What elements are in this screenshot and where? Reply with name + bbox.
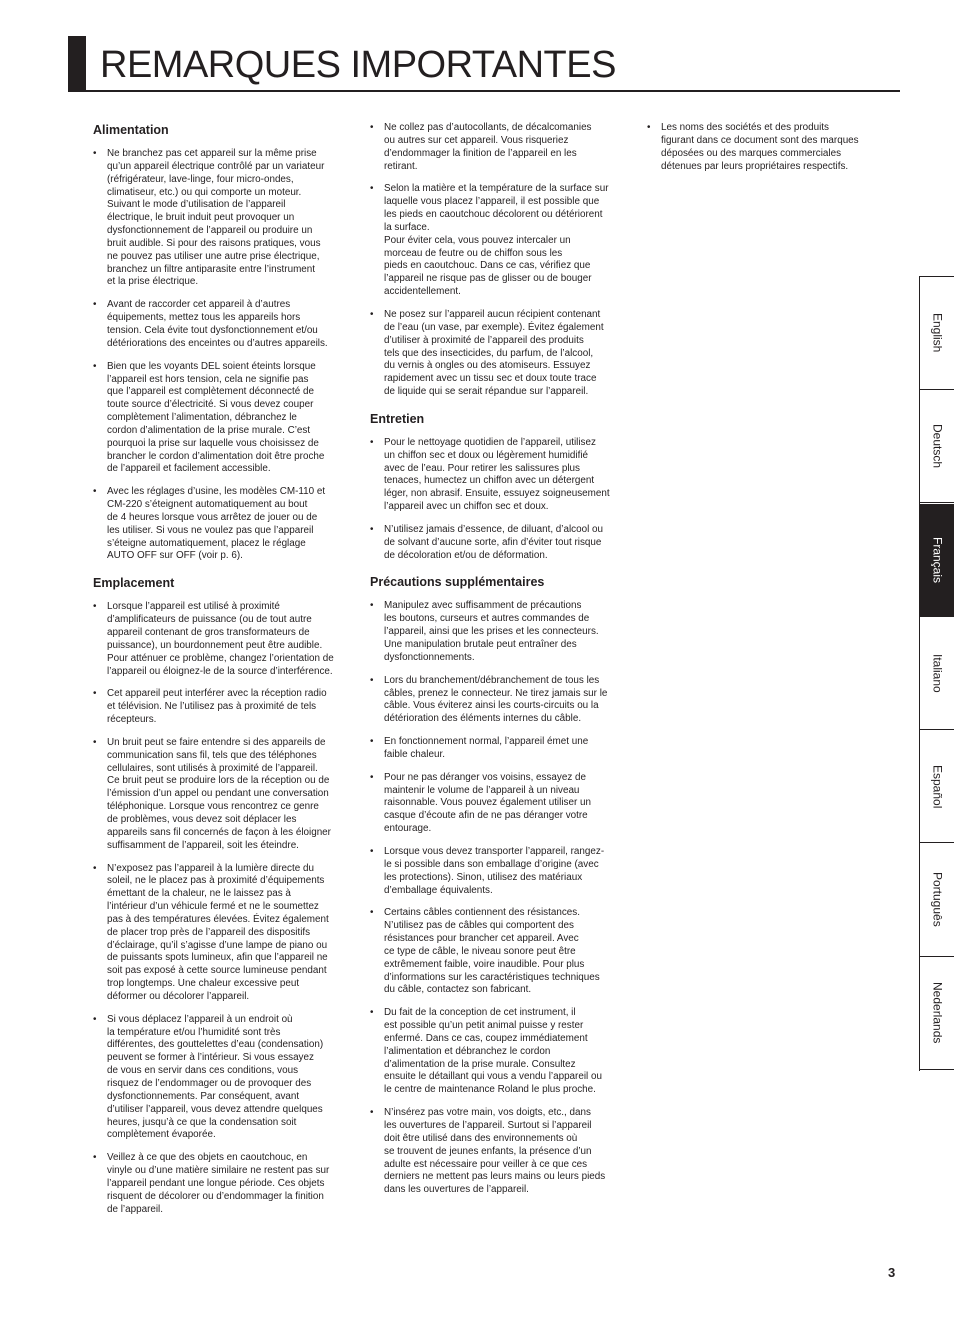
language-tab-espanol[interactable] [920,730,954,843]
column-3 [647,122,899,185]
list-item [370,736,622,762]
bullet-glyph: • [93,486,97,498]
list-item [93,863,345,1004]
column-1 [93,122,345,1228]
language-tab-italiano[interactable] [920,617,954,730]
language-tab-label: Français [930,536,945,583]
list-item-text: Avant de raccorder cet appareil à d’autres équipements, mettez tous les appareils hors tension. Cela évite tout dysfonctionnement et/ou détériorations des enceintes ou d’autres appareils. [107,299,328,349]
page-title: REMARQUES IMPORTANTES [100,44,616,86]
language-tab-label: Español [930,764,945,808]
list-item-text: Veillez à ce que des objets en caoutchouc, en vinyle ou d’une matière similaire ne restent pas sur l’appareil pendant une longue période. Ces objets risquent de décolorer ou d’endommager la finition de l’appareil. [107,1152,330,1215]
list-item [93,361,345,477]
list-item-text: Avec les réglages d’usine, les modèles CM-110 et CM-220 s’éteignent automatiquement au bout de 4 heures lorsque vous arrêtez de jouer ou de les utiliser. Si vous ne voulez pas que l’appareil s’éteigne automatiquement, placez le réglage AUTO OFF sur OFF (voir p. 6). [107,486,326,562]
language-tab-label: Italiano [930,653,945,693]
language-tab-label: Nederlands [930,982,945,1044]
list-item [370,675,622,726]
bullet-list [370,122,622,399]
bullet-list [93,148,345,563]
list-item [93,688,345,727]
language-tab-francais[interactable] [920,504,954,617]
list-item-text: Lorsque vous devez transporter l’appareil, rangez- le si possible dans son emballage d’origine (avec les protections). Sinon, utilisez des matériaux d’emballage équivalents. [384,845,605,896]
bullet-list [93,601,345,1216]
list-item [370,1007,622,1097]
language-tab-portugues[interactable] [920,844,954,957]
list-item [370,772,622,836]
list-item [93,148,345,289]
bullet-glyph: • [370,845,374,857]
section-heading-entretien: Entretien [370,411,425,426]
bullet-glyph: • [93,688,97,700]
bullet-glyph: • [93,862,97,874]
list-item-text: Certains câbles contiennent des résistances. N’utilisez pas de câbles qui comportent des résistances pour brancher cet appareil. Avec ce type de câble, le niveau sonore peut être extrêmement faible, voire inaudible. Pour plus d’informations sur les caractéristiques techniques du câble, contactez son fabricant. [384,907,600,996]
bullet-glyph: • [93,299,97,311]
language-tab-nederlands[interactable] [920,957,954,1070]
title-accent-bar [68,36,86,91]
bullet-glyph: • [370,771,374,783]
list-item-text: Pour le nettoyage quotidien de l’appareil, utilisez un chiffon sec et doux ou légèrement humidifié avec de l’eau. Pour retirer les salissures plus tenaces, humectez un chiffon avec un détergent léger, non abrasif. Ensuite, essuyez soigneusement l’appareil avec un chiffon sec et doux. [384,436,610,513]
language-tabs [919,276,954,1071]
list-item-text: Du fait de la conception de cet instrument, il est possible qu’un petit animal puisse y rester enfermé. Dans ce cas, coupez immédiatement l’alimentation et débranchez le cordon d’alimentation de la prise murale. Consultez ensuite le détaillant qui vous a vendu l’appareil ou le centre de maintenance Roland le plus proche. [384,1007,602,1096]
list-item [370,309,622,399]
list-item-text: Un bruit peut se faire entendre si des appareils de communication sans fil, tels que des téléphones cellulaires, sont utilisés à proximité de l’appareil. Ce bruit peut se produire lors de la réception ou de l’émission d’un appel ou pendant une conversation téléphonique. Lorsque vous rencontrez ce genre de problèmes, vous devez soit déplacer les appareils sans fil concernés de façon à les éloigner suffisamment de l’appareil, soit les éteindre. [107,736,331,851]
bullet-glyph: • [370,736,374,748]
bullet-glyph: • [93,1013,97,1025]
list-item [370,846,622,897]
list-item-text: N’insérez pas votre main, vos doigts, etc., dans les ouvertures de l’appareil. Surtout si l’appareil doit être utilisé dans des environnements où se trouvent de jeunes enfants, la présence d’un adulte est nécessaire pour veiller à ce que ces derniers ne mettent pas leurs mains ou leurs pieds dans les ouvertures de l’appareil. [384,1107,606,1196]
list-item-text: Pour ne pas déranger vos voisins, essayez de maintenir le volume de l’appareil à un niveau raisonnable. Vous pouvez également utiliser un casque d’écoute afin de ne pas déranger votre entourage. [384,771,591,835]
list-item-text: Ne posez sur l’appareil aucun récipient contenant de l’eau (un vase, par exemple). Évitez également d’utiliser à proximité de l’appareil des produits tels que des insecticides, du parfum, de l’alcool, du vernis à ongles ou des atomiseurs. Essuyez rapidement avec un tissu sec et doux toute trace de liquide qui se serait répandue sur l’appareil. [384,308,604,398]
bullet-glyph: • [93,736,97,748]
list-item [370,524,622,563]
column-2 [370,122,622,1209]
language-tab-label: Português [930,872,945,927]
list-item [370,600,622,664]
list-item [370,1107,622,1197]
bullet-list [370,600,622,1197]
list-item-text: Ne collez pas d’autocollants, de décalcomanies ou autres sur cet appareil. Vous risqueriez d’endommager la finition de l’appareil en les retirant. [384,122,592,172]
bullet-glyph: • [370,1107,374,1119]
list-item-text: Cet appareil peut interférer avec la réception radio et télévision. Ne l’utilisez pas à proximité de tels récepteurs. [107,688,327,726]
list-item [370,122,622,173]
bullet-glyph: • [370,907,374,919]
list-item-text: Manipulez avec suffisamment de précautions les boutons, curseurs et autres commandes de l’appareil, ainsi que les prises et les connecteurs. Une manipulation brutale peut entraîner des dysfonctionnements. [384,600,599,663]
bullet-glyph: • [93,601,97,613]
bullet-glyph: • [647,122,651,133]
bullet-glyph: • [370,674,374,686]
list-item-text: Ne branchez pas cet appareil sur la même prise qu’un appareil électrique contrôlé par un variateur (réfrigérateur, lave-linge, four micro-ondes, climatiseur, etc.) ou qui comporte un moteur. Suivant le mode d’utilisation de l’appareil électrique, le bruit induit peut provoquer un dysfonctionnement de l’appareil ou produire un bruit audible. Si pour des raisons pratiques, vous ne pouvez pas utiliser une autre prise électrique, branchez un filtre antiparasite entre l’instrument et la prise électrique. [107,148,325,288]
list-item-text: Selon la matière et la température de la surface sur laquelle vous placez l’appareil, il est possible que les pieds en caoutchouc décolorent ou détériorent la surface. Pour éviter cela, vous pouvez intercaler un morceau de feutre ou de chiffon sous les pieds en caoutchouc. Dans ce cas, vérifiez que l’appareil ne risque pas de glisser ou de bouger accidentellement. [384,183,609,298]
list-item [370,437,622,514]
page-number: 3 [888,1265,896,1280]
list-item [93,486,345,563]
list-item [93,1014,345,1142]
bullet-glyph: • [93,360,97,372]
list-item-text: N’exposez pas l’appareil à la lumière directe du soleil, ne le placez pas à proximité d’équipements émettant de la chaleur, ne le laissez pas à l’intérieur d’un véhicule fermé et ne le soumettez pas à des températures élevées. Évitez également de placer trop près de l’appareil des dispositifs d’éclairage, qu’il s’agisse d’une lampe de piano ou de puissants spots lumineux, afin que l’appareil ne soit pas exposé à cette source lumineuse pendant trop longtemps. Une chaleur excessive peut déformer ou décolorer l’appareil. [107,862,329,1002]
list-item [93,299,345,350]
bullet-glyph: • [370,308,374,320]
bullet-glyph: • [370,1007,374,1019]
list-item [370,907,622,997]
list-item-text: Bien que les voyants DEL soient éteints lorsque l’appareil est hors tension, cela ne signifie pas que l’appareil est complètement déconnecté de toute source d’électricité. Si vous devez couper complètement l’alimentation, débranchez le cordon d’alimentation de la prise murale. C’est pourquoi la prise sur laquelle vous choisissez de brancher le cordon d’alimentation doit être proche de l’appareil et facilement accessible. [107,360,325,475]
section-heading-emplacement: Emplacement [93,576,175,591]
bullet-glyph: • [370,183,374,195]
list-item [93,601,345,678]
bullet-glyph: • [370,600,374,612]
bullet-glyph: • [370,523,374,535]
language-tab-label: Deutsch [930,424,945,469]
section-heading-alimentation: Alimentation [93,123,169,137]
list-item-text: Lorsque l’appareil est utilisé à proximité d’amplificateurs de puissance (ou de tout autre appareil contenant de gros transformateurs de puissance), un bourdonnement peut être audible. Pour atténuer ce problème, changez l’orientation de l’appareil ou éloignez-le de la source d’interférence. [107,601,334,677]
bullet-glyph: • [370,122,374,133]
list-item-text: N’utilisez jamais d’essence, de diluant, d’alcool ou de solvant d’aucune sorte, afin d’éviter tout risque de décoloration et/ou de déformation. [384,523,604,561]
list-item [647,122,899,173]
list-item-text: Les noms des sociétés et des produits figurant dans ce document sont des marques déposées ou des marques commerciales détenues par leurs propriétaires respectifs. [661,122,859,172]
list-item-text: Lors du branchement/débranchement de tous les câbles, prenez le connecteur. Ne tirez jamais sur le câble. Vous éviterez ainsi les courts-circuits ou la détérioration des éléments internes du câble. [384,674,608,725]
section-heading-precautions: Précautions supplémentaires [370,575,545,590]
list-item-text: En fonctionnement normal, l’appareil émet une faible chaleur. [384,736,589,760]
list-item [93,1152,345,1216]
bullet-glyph: • [370,436,374,448]
language-tab-english[interactable] [920,277,954,390]
bullet-list [647,122,899,173]
list-item [93,737,345,853]
bullet-list [370,437,622,563]
language-tab-deutsch[interactable] [920,390,954,503]
list-item-text: Si vous déplacez l’appareil à un endroit où la température et/ou l’humidité sont très différentes, des gouttelettes d’eau (condensation) peuvent se former à l’intérieur. Si vous essayez de vous en servir dans ces conditions, vous risquez de l’endommager ou de provoquer des dysfonctionnements. Par conséquent, avant d’utiliser l’appareil, vous devez attendre quelques heures, jusqu’à ce que la condensation soit complètement évaporée. [107,1013,324,1141]
language-tab-label: English [930,313,945,353]
bullet-glyph: • [93,148,97,159]
bullet-glyph: • [93,1152,97,1164]
list-item [370,183,622,299]
title-rule [68,90,900,92]
